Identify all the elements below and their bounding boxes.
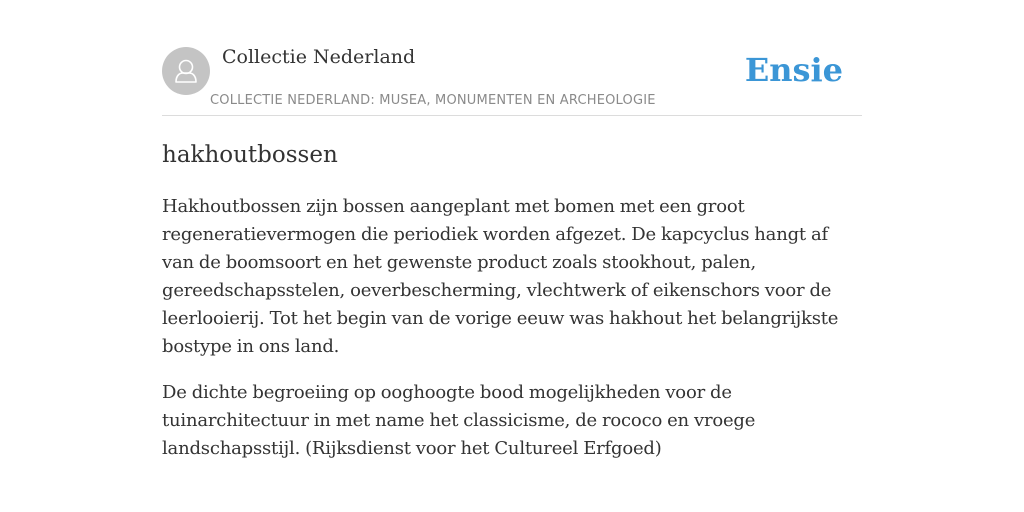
entry-header <box>162 44 862 116</box>
entry-paragraph: Hakhoutbossen zijn bossen aangeplant met bomen met een groot regeneratievermogen die periodiek worden afgezet. De kapcyclus hangt af van de boomsoort en het gewenste product zoals stookhout, palen, gereedschapsstelen, oeverbescherming, vlechtwerk of eikenschors voor de leerlooierij. Tot het begin van de vorige eeuw was hakhout het belangrijkste bostype in ons land. <box>162 196 839 357</box>
avatar[interactable] <box>162 47 210 95</box>
entry-card <box>162 44 862 463</box>
collection-link[interactable]: COLLECTIE NEDERLAND: MUSEA, MONUMENTEN EN ARCHEOLOGIE <box>210 93 656 108</box>
entry-paragraph: De dichte begroeiing op ooghoogte bood mogelijkheden voor de tuinarchitectuur in met name het classicisme, de rococo en vroege landschapsstijl. (Rijksdienst voor het Cultureel Erfgoed) <box>162 382 756 459</box>
entry-term: hakhoutbossen <box>162 142 338 168</box>
user-icon <box>162 47 210 95</box>
brand-logo[interactable]: Ensie <box>744 51 843 89</box>
author-link[interactable]: Collectie Nederland <box>222 46 416 68</box>
